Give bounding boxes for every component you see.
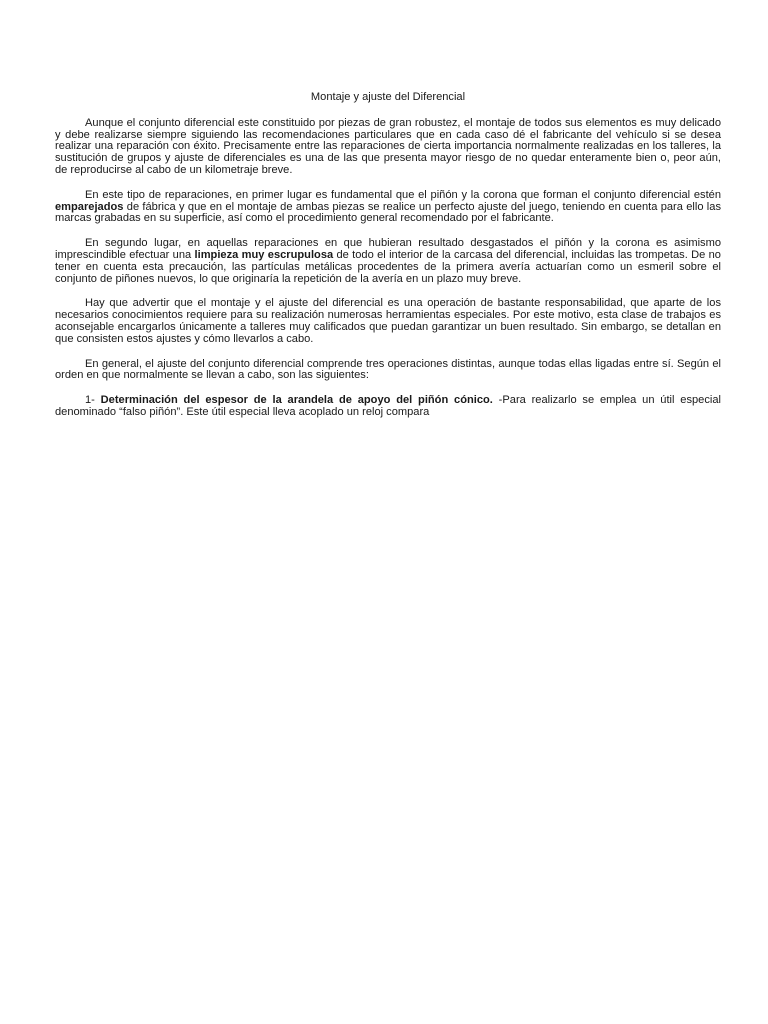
paragraph-1 xyxy=(55,118,721,177)
paragraph-text: En general, el ajuste del conjunto diferencial comprende tres operaciones distintas, aunque todas ellas ligadas entre sí. Según el orden en que normalmente se llevan a cabo, son las siguientes: xyxy=(55,357,721,382)
paragraph-text: Aunque el conjunto diferencial este constituido por piezas de gran robustez, el montaje de todos sus elementos es muy delicado y debe realizarse siempre siguiendo las recomendaciones particulares que en cada caso dé el fabricante del vehículo si se desea realizar una reparación con éxito. Precisamente entre las reparaciones de cierta importancia normalmente realizadas en los talleres, la sustitución de grupos y ajuste de diferenciales es una de las que presenta mayor riesgo de no quedar enteramente bien o, peor aún, de reproducirse al cabo de un kilometraje breve. xyxy=(55,116,721,176)
paragraph-text: En este tipo de reparaciones, en primer lugar es fundamental que el piñón y la corona que forman el conjunto diferencial estén xyxy=(85,188,721,201)
paragraph-2 xyxy=(55,190,721,225)
paragraph-text: -Para realizarlo se emplea un útil especial denominado “falso piñón”. Este útil especial lleva acoplado un reloj compara xyxy=(55,394,721,418)
document-body xyxy=(55,92,721,419)
paragraph-text: de todo el interior de la carcasa del diferencial, incluidas las trompetas. De no tener en cuenta esta precaución, las partículas metálicas procedentes de la primera avería actuarían como un esmeril sobre el conjunto de piñones nuevos, lo que originaría la repetición de la avería en un plazo muy breve. xyxy=(55,248,721,285)
page-title: Montaje y ajuste del Diferencial xyxy=(310,91,466,103)
paragraph-text: Hay que advertir que el montaje y el ajuste del diferencial es una operación de bastante responsabilidad, que aparte de los necesarios conocimientos requiere para su realización numerosas herramientas especiales. Por este motivo, esta clase de trabajos es aconsejable encargarlos únicamente a talleres muy calificados que puedan garantizar un buen resultado. Sin embargo, se detallan en que consisten estos ajustes y cómo llevarlos a cabo. xyxy=(55,297,721,345)
paragraph-text: 1- xyxy=(85,394,101,407)
bold-term: emparejados xyxy=(55,200,124,213)
paragraph-3 xyxy=(55,238,721,285)
bold-term: limpieza muy escrupulosa xyxy=(194,248,334,261)
paragraph-text: En segundo lugar, en aquellas reparaciones en que hubieran resultado desgastados el piñón y la corona es asimismo imprescindible efectuar una xyxy=(55,237,721,261)
section-heading: Determinación del espesor de la arandela de apoyo del piñón cónico. xyxy=(100,394,493,407)
paragraph-5 xyxy=(55,359,721,383)
paragraph-4 xyxy=(55,298,721,345)
paragraph-6 xyxy=(55,395,721,419)
paragraph-text: de fábrica y que en el montaje de ambas piezas se realice un perfecto ajuste del juego, teniendo en cuenta para ello las marcas grabadas en su superficie, así como el procedimiento general recomendado por el fabricante. xyxy=(55,200,721,225)
